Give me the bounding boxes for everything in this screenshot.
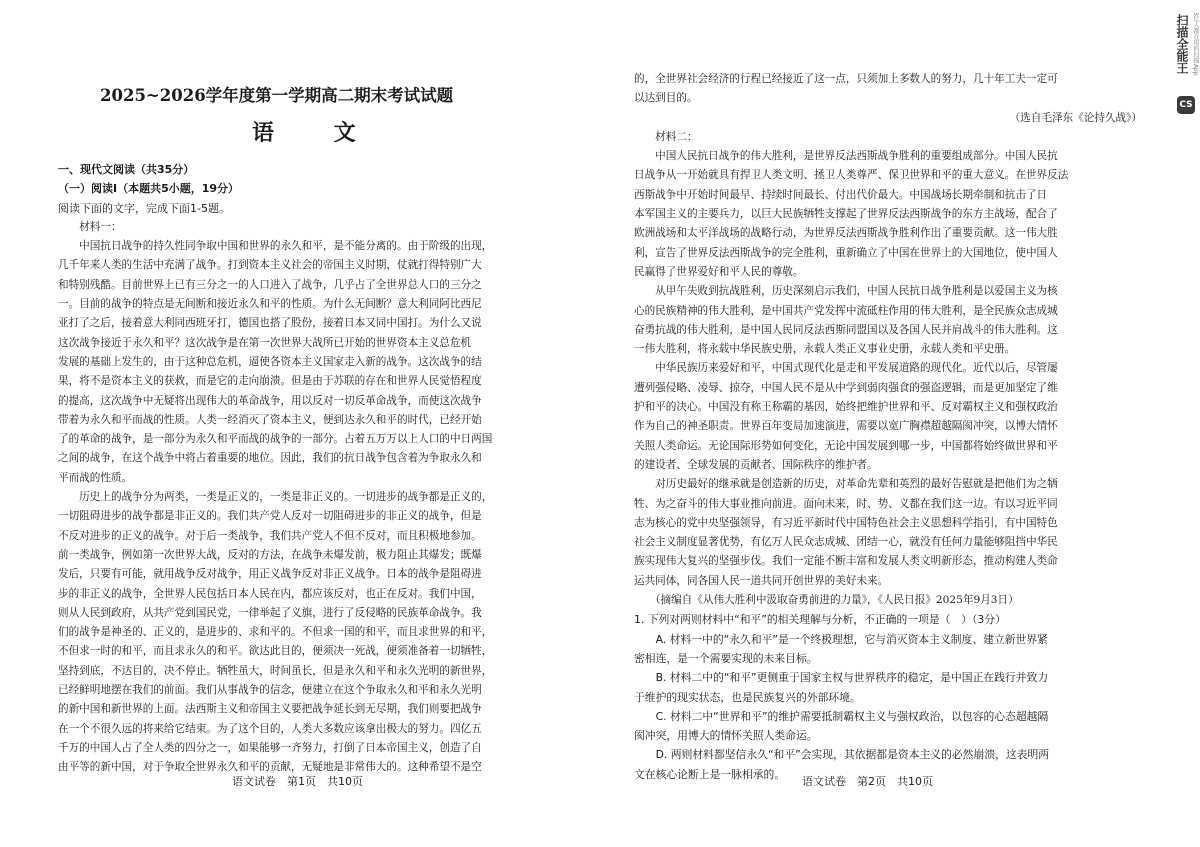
text-line: 文在核心论断上是一脉相承的。 <box>634 767 786 781</box>
right-text-block <box>634 70 1142 784</box>
text-line: 密相连，是一个需要实现的未来目标。 <box>634 651 818 665</box>
text-line: 坚持到底，不达目的，决不停止。牺牲虽大，时间虽长，但是永久和平和永久光明的新世界， <box>58 664 493 677</box>
text-line: 由平等的新中国，对于争取全世界永久和平的贡献，无疑地是非常伟大的。这种希望不是空 <box>58 761 482 774</box>
text-line: 奋勇抗战的伟大胜利，是中国人民同反法西斯同盟国以及各国人民并肩战斗的伟大胜利。这 <box>634 323 1058 336</box>
text-line: 的，全世界社会经济的行程已经接近了这一点，只须加上多数人的努力，几十年工夫一定可 <box>634 73 1058 85</box>
text-line: 带着为永久和平而战的性质。人类一经消灭了资本主义，便到达永久和平的时代，已经开始 <box>58 413 482 426</box>
text-line: 发后，只要有可能，就用战争反对战争，用正义战争反对非正义战争。日本的战争是阻碍进 <box>58 568 482 581</box>
text-line: 关照人类命运。无论国际形势如何变化，无论中国发展到哪一步，中国都将始终做世界和平 <box>634 439 1058 452</box>
text-line: 日战争从一开始就具有捍卫人类文明、拯卫人类尊严、保卫世界和平的重大意义。在世界反法 <box>634 169 1069 182</box>
text-line: 西斯战争中开始时间最早、持续时间最长、付出代价最大。中国战场长期牵制和抗击了日 <box>634 188 1048 201</box>
text-line: 果，将不是资本主义的获救，而是它的走向崩溃。但是由于苏联的存在和世界人民觉悟程度 <box>58 375 482 388</box>
text-line: 运共同体，同各国人民一道共同开创世界的美好未来。 <box>634 574 889 587</box>
text-line: 的新中国和新世界的上面。法西斯主义和帝国主义要把战争延长到无尽期，我们则要把战争 <box>58 703 482 716</box>
text-line: 材料二： <box>634 130 698 143</box>
scanner-app-name: 扫描全能王 <box>1175 14 1189 74</box>
text-line: 民赢得了世界爱好和平人民的尊敬。 <box>634 265 804 278</box>
text-line: 遭列强侵略、凌辱、掠夺，中国人民不是从中学到弱肉强食的强盗逻辑，而是更加坚定了维 <box>634 381 1058 394</box>
text-line: 本军国主义的主要兵力，以巨大民族牺牲支撑起了世界反法西斯战争的东方主战场，配合了 <box>634 208 1058 221</box>
text-line: 已经鲜明地摆在我们的前面。我们从事战争的信念，便建立在这个争取永久和平和永久光明 <box>58 684 482 697</box>
text-line: 发展的基础上发生的，由于这种总危机，逼使各资本主义国家走入新的战争。这次战争的结 <box>58 355 482 368</box>
text-line: 阅读下面的文字，完成下面1-5题。 <box>58 201 230 215</box>
text-line: 心的民族精神的伟大胜利，是中国共产党发挥中流砥柱作用的伟大胜利，是全民族众志成城 <box>634 304 1058 317</box>
subject-title: 语 文 <box>252 120 382 146</box>
text-line: 在一个不很久远的将来给它结束。为了这个目的，人类大多数应该拿出极大的努力。四亿五 <box>58 722 482 735</box>
text-line: C. 材料二中“世界和平”的维护需要抵制霸权主义与强权政治，以包容的心态超越隔 <box>634 709 1049 723</box>
page-footer-1: 语文试卷 第1页 共10页 <box>232 775 363 788</box>
text-line: 一。目前的战争的特点是无间断和接近永久和平的性质。为什么无间断？意大利同阿比西尼 <box>58 298 482 311</box>
text-line: 们的战争是神圣的、正义的，是进步的、求和平的。不但求一国的和平，而且求世界的和平， <box>58 626 493 639</box>
text-line: 和特别残酷。目前世界上已有三分之一的人口进入了战争，几乎占了全世界总人口的三分之 <box>58 278 482 291</box>
text-line: 利，宣告了世界反法西斯战争的完全胜利，重新确立了中国在世界上的大国地位，使中国人 <box>634 246 1058 259</box>
text-line: 的提高，这次战争中无疑将出现伟大的革命战争，用以反对一切反革命战争，而使这次战争 <box>58 394 482 407</box>
text-line: （一）阅读Ⅰ（本题共5小题，19分） <box>58 182 240 196</box>
text-line: 则从人民到政府，从共产党到国民党，一律举起了义旗，进行了反侵略的民族革命战争。我 <box>58 606 482 619</box>
text-line: 中国人民抗日战争的伟大胜利，是世界反法西斯战争胜利的重要组成部分。中国人民抗 <box>634 150 1058 163</box>
text-line: 千万的中国人占了全人类的四分之一，如果能够一齐努力，打倒了日本帝国主义，创造了自 <box>58 741 482 754</box>
text-line: 了的革命的战争，是一部分为永久和平而战的战争的一部分。占着五万万以上人口的中日两国 <box>58 433 493 446</box>
scanner-app-tagline: 3亿人都在用的扫描App <box>1192 12 1199 76</box>
text-line: 从甲午失败到抗战胜利，历史深刻启示我们，中国人民抗日战争胜利是以爱国主义为核 <box>634 285 1058 298</box>
text-line: 族实现伟大复兴的坚强步伐。我们一定能不断丰富和发展人类文明新形态，推动构建人类命 <box>634 555 1058 568</box>
text-line: 欧洲战场和太平洋战场的战略行动，为世界反法西斯战争胜利作出了重要贡献。这一伟大胜 <box>634 227 1058 240</box>
text-line: 社会主义制度显著优势，有亿万人民众志成城、团结一心，就没有任何力量能够阻挡中华民 <box>634 536 1058 549</box>
text-line: 的建设者、全球发展的贡献者、国际秩序的维护者。 <box>634 458 878 471</box>
text-line: 中华民族历来爱好和平，中国式现代化是走和平发展道路的现代化。近代以后，尽管屡 <box>634 362 1058 375</box>
text-line: D. 两则材料都坚信永久“和平”会实现，其依据都是资本主义的必然崩溃，这表明两 <box>634 748 1050 762</box>
text-line: 不但求一时的和平，而且求永久的和平。欲达此目的，便须决一死战，便须准备着一切牺牲， <box>58 645 493 658</box>
text-line: 一伟大胜利，将永载中华民族史册，永载人类正义事业史册，永载人类和平史册。 <box>634 343 1016 356</box>
text-line: 之间的战争，在这个战争中将占着重要的地位。因此，我们的抗日战争包含着为争取永久和 <box>58 452 482 465</box>
text-line: 几千年来人类的生活中充满了战争。打到资本主义社会的帝国主义时期，仗就打得特别广大 <box>58 259 482 272</box>
text-line: 平而战的性质。 <box>58 471 133 484</box>
text-line: 这次战争接近于永久和平？这次战争是在第一次世界大战所已开始的世界资本主义总危机 <box>58 336 472 349</box>
text-line: B. 材料二中的“和平”更侧重于国家主权与世界秩序的稳定，是中国正在践行并致力 <box>634 671 1049 685</box>
text-line: 一切阻碍进步的战争都是非正义的。我们共产党人反对一切阻碍进步的非正义的战争，但是 <box>58 510 482 523</box>
text-line: 步的非正义的战争，全世界人民包括日本人民在内，都应该反对，也正在反对。我们中国， <box>58 587 482 600</box>
text-line: （摘编自《从伟大胜利中汲取奋勇前进的力量》，《人民日报》2025年9月3日） <box>634 594 1019 607</box>
text-line: 志为核心的党中央坚强领导，有习近平新时代中国特色社会主义思想科学指引，有中国特色 <box>634 516 1058 529</box>
right-page <box>600 0 1200 847</box>
text-line: 1. 下列对两则材料中“和平”的相关理解与分析，不正确的一项是（ ）（3分） <box>634 613 1006 627</box>
text-line: A. 材料一中的“永久和平”是一个终极理想，它与消灭资本主义制度、建立新世界紧 <box>634 632 1048 646</box>
text-line: 材料一： <box>58 220 122 233</box>
exam-title: 2025~2026学年度第一学期高二期末考试试题 <box>100 86 454 105</box>
text-line: 阂冲突，用博大的情怀关照人类命运。 <box>634 729 818 743</box>
text-line: 中国抗日战争的持久性同争取中国和世界的永久和平，是不能分离的。由于阶级的出现， <box>58 240 493 253</box>
scanner-badge <box>1174 6 1198 126</box>
left-text-block <box>58 160 492 778</box>
text-line: 牲、为之奋斗的伟大事业推向前进。面向未来，时、势、义都在我们这一边。有以习近平同 <box>634 497 1058 510</box>
text-line: （选自毛泽东《论持久战》） <box>1009 111 1142 124</box>
text-line: 历史上的战争分为两类，一类是正义的，一类是非正义的。一切进步的战争都是正义的， <box>58 491 493 504</box>
text-line: 对历史最好的继承就是创造新的历史，对革命先辈和英烈的最好告慰就是把他们为之牺 <box>634 478 1058 491</box>
text-line: 护和平的决心。中国没有称王称霸的基因，始终把维护世界和平、反对霸权主义和强权政治 <box>634 401 1058 414</box>
text-line: 亚打了之后，接着意大利同西班牙打，德国也搭了股份，接着日本又同中国打。为什么又说 <box>58 317 482 330</box>
page-footer-2: 语文试卷 第2页 共10页 <box>802 775 933 788</box>
text-line: 于维护的现实状态，也是民族复兴的外部环境。 <box>634 690 861 704</box>
text-line: 作为自己的神圣职责。世界百年变局加速演进，需要以宽广胸襟超越隔阂冲突，以博大情怀 <box>634 420 1058 433</box>
camscanner-logo-icon: CS <box>1177 96 1195 114</box>
text-line: 不反对进步的正义的战争。对于后一类战争，我们共产党人不但不反对，而且积极地参加。 <box>58 529 482 542</box>
text-line: 前一类战争，例如第一次世界大战，反对的方法，在战争未爆发前，极力阻止其爆发；既爆 <box>58 548 482 561</box>
text-line: 以达到目的。 <box>634 92 698 105</box>
text-line: 一、现代文阅读（共35分） <box>58 163 195 176</box>
